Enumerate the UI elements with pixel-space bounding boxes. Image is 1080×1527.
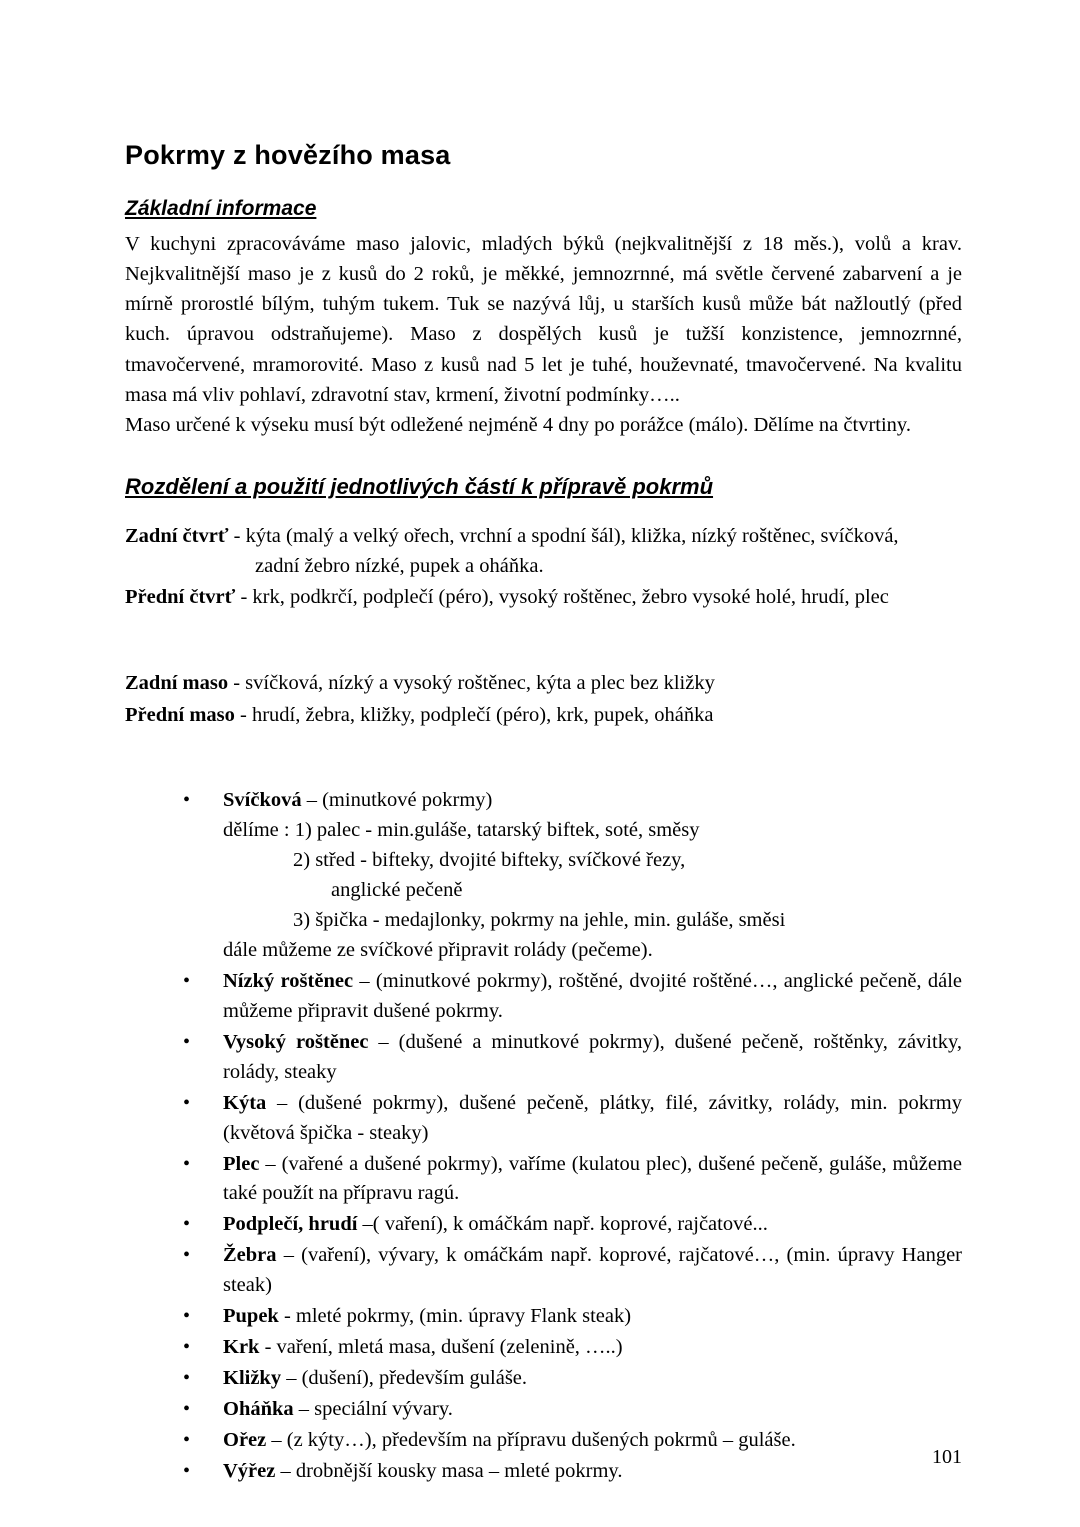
cut-text: - mleté pokrmy, (min. úpravy Flank steak) (278, 1305, 632, 1328)
meat-line-rear (125, 669, 962, 699)
cut-text: – (vařené a dušené pokrmy), vaříme (kulatou plec), dušené pečeně, guláše, můžeme také použít na přípravu ragú. (223, 1152, 962, 1205)
list-item (165, 1395, 962, 1425)
cut-text: - vaření, mletá masa, dušení (zelenině, …..) (259, 1336, 623, 1359)
cut-label: Plec (223, 1152, 260, 1175)
cut-label: Podplečí, hrudí (223, 1213, 358, 1236)
quarter-line-rear (125, 522, 962, 581)
list-item (165, 1457, 962, 1487)
quarters-block (125, 522, 962, 613)
list-item (165, 1089, 962, 1149)
page-number: 101 (932, 1446, 962, 1468)
cut-subline: dělíme : 1) palec - min.guláše, tatarský biftek, soté, směsy (223, 819, 700, 842)
cut-subline: 3) špička - medajlonky, pokrmy na jehle, min. guláše, směsi (293, 909, 786, 932)
quarter-line-front (125, 583, 962, 613)
quarter-text-front: - krk, podkrčí, podplečí (péro), vysoký roštěnec, žebro vysoké holé, hrudí, plec (235, 586, 889, 609)
cut-label: Oháňka (223, 1397, 294, 1420)
cut-label: Nízký roštěnec (223, 970, 354, 992)
cut-text: – drobnější kousky masa – mleté pokrmy. (275, 1459, 623, 1482)
list-item (165, 1364, 962, 1394)
list-item (165, 1028, 962, 1088)
cut-label: Ořez (223, 1428, 267, 1451)
meat-text-front: - hrudí, žebra, kližky, podplečí (péro), krk, pupek, oháňka (234, 703, 714, 726)
cut-text: – (minutkové pokrmy), roštěné, dvojité roštěné…, anglické pečeně, dále můžeme připravit dušené pokrmy. (223, 970, 962, 1022)
cut-text: – (minutkové pokrmy) (301, 789, 493, 812)
list-item (165, 1426, 962, 1456)
list-item (165, 1210, 962, 1240)
spacer-block (125, 615, 962, 669)
quarter-text-rear: - kýta (malý a velký ořech, vrchní a spodní šál), kližka, nízký roštěnec, svíčková, (228, 524, 899, 547)
quarter-label-rear: Zadní čtvrť (125, 524, 229, 547)
section-heading-basic-info: Základní informace (125, 197, 317, 220)
list-item (165, 1150, 962, 1210)
page-title: Pokrmy z hovězího masa (125, 140, 451, 170)
cut-label: Pupek (223, 1305, 279, 1328)
meat-text-rear: - svíčková, nízký a vysoký roštěnec, kýta a plec bez kližky (228, 672, 715, 695)
meats-block (125, 669, 962, 730)
cut-text: – (z kýty…), především na přípravu dušených pokrmů – guláše. (266, 1428, 796, 1451)
cut-text: –( vaření), k omáčkám např. koprové, rajčatové... (357, 1213, 768, 1236)
meat-label-rear: Zadní maso (125, 672, 229, 695)
cut-text: – (dušení), především guláše. (281, 1366, 528, 1389)
section-heading-division: Rozdělení a použití jednotlivých částí k přípravě pokrmů (125, 473, 714, 499)
cut-subline: dále můžeme ze svíčkové připravit rolády (pečeme). (223, 939, 653, 962)
cut-usage-list (125, 786, 962, 1486)
meat-line-front (125, 701, 962, 731)
basic-info-paragraph-2: Maso určené k výseku musí být odležené nejméně 4 dny po porážce (málo). Dělíme na čtvrtiny. (125, 413, 911, 436)
meat-label-front: Přední maso (125, 703, 235, 726)
cut-subline: anglické pečeně (331, 879, 463, 902)
cut-subline: 2) střed - bifteky, dvojité bifteky, svíčkové řezy, (293, 849, 686, 872)
cut-text: – (vaření), vývary, k omáčkám např. koprové, rajčatové…, (min. úpravy Hanger steak) (223, 1244, 962, 1297)
spacer-block-2 (125, 732, 962, 786)
list-item (165, 786, 962, 966)
cut-label: Žebra (223, 1244, 277, 1267)
list-item (165, 1302, 962, 1332)
cut-text: – (dušené pokrmy), dušené pečeně, plátky, filé, závitky, rolády, min. pokrmy (květová špička - steaky) (223, 1091, 962, 1144)
list-item (165, 1333, 962, 1363)
cut-label: Vysoký roštěnec (223, 1030, 369, 1053)
list-item (165, 967, 962, 1027)
cut-text: – speciální vývary. (293, 1397, 453, 1420)
quarter-label-front: Přední čtvrť (125, 586, 236, 609)
quarter-cont-rear: zadní žebro nízké, pupek a oháňka. (255, 554, 544, 577)
basic-info-paragraph-1: V kuchyni zpracováváme maso jalovic, mladých býků (nejkvalitnější z 18 měs.), volů a krav. Nejkvalitnější maso je z kusů do 2 roků, je měkké, jemnozrnné, má světle červené zabarvení a je mírně prorostlé bílým, tuhým tukem. Tuk se nazývá lůj, u starších kusů může bát nažloutlý (před kuch. úpravou odstraňujeme). Maso z dospělých kusů je tužší konzistence, jemnozrnné, tmavočervené, mramorovité. Maso z kusů nad 5 let je tuhé, houževnaté, tmavočervené. Na kvalitu masa má vliv pohlaví, zdravotní stav, krmení, životní podmínky….. (125, 233, 962, 406)
cut-label: Krk (223, 1336, 260, 1359)
cut-label: Výřez (223, 1459, 276, 1482)
cut-label: Kližky (223, 1366, 282, 1389)
cut-label: Kýta (223, 1091, 267, 1114)
list-item (165, 1241, 962, 1301)
cut-label: Svíčková (223, 789, 302, 812)
cut-text: – (dušené a minutkové pokrmy), dušené pečeně, roštěnky, závitky, rolády, steaky (223, 1030, 962, 1083)
